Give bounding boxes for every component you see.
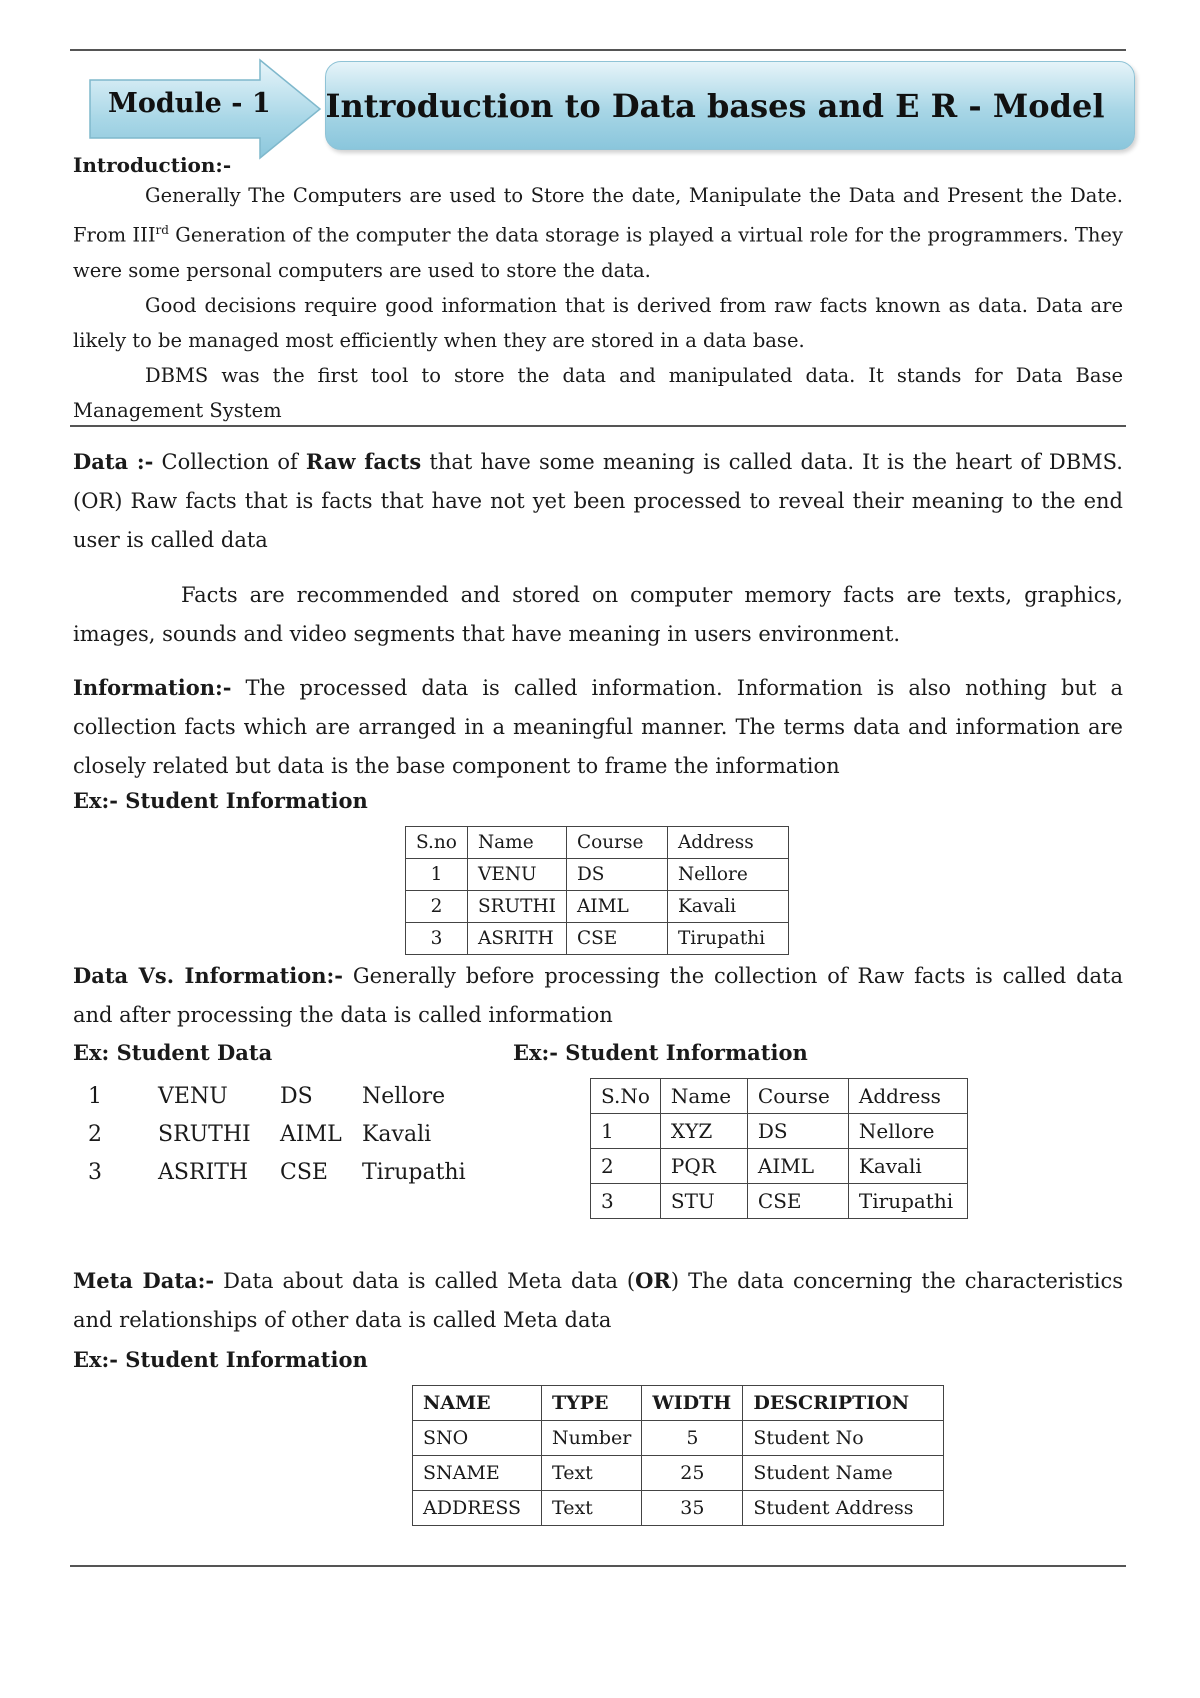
data-vs-information-term: Data Vs. Information:- [73, 963, 343, 988]
table-cell: ADDRESS [413, 1491, 542, 1526]
table-cell: Student Name [743, 1456, 944, 1491]
list-cell: 3 [88, 1160, 102, 1185]
table-cell: 2 [406, 891, 468, 923]
table-cell: PQR [660, 1149, 747, 1184]
page-title: Introduction to Data bases and E R - Model [325, 86, 1105, 125]
meta-data-table [412, 1385, 944, 1526]
table-row [413, 1491, 944, 1526]
table-header-row [413, 1386, 944, 1421]
list-cell: Kavali [362, 1122, 432, 1147]
table-cell: Nellore [667, 859, 788, 891]
data-vs-information-text [73, 956, 1123, 1035]
intro-paragraph-1 [73, 178, 1123, 288]
table-cell: CSE [566, 923, 667, 955]
meta-data-example-heading: Ex:- Student Information [73, 1347, 368, 1372]
table-cell: Student Address [743, 1491, 944, 1526]
table-header: DESCRIPTION [743, 1386, 944, 1421]
list-cell: DS [280, 1084, 313, 1109]
table-cell: DS [566, 859, 667, 891]
list-cell: AIML [280, 1122, 342, 1147]
table-header: Course [566, 827, 667, 859]
information-text: The processed data is called information. Information is also nothing but a collection facts which are arranged in a meaningful manner. The terms data and information are closely related but data is the base component to frame the information [73, 676, 1123, 778]
table-header: S.No [591, 1079, 661, 1114]
table-cell: 1 [591, 1114, 661, 1149]
top-rule [70, 49, 1126, 51]
data-definition [73, 442, 1123, 560]
meta-data-term: Meta Data:- [73, 1268, 215, 1293]
table-cell: AIML [747, 1149, 848, 1184]
table-cell: 1 [406, 859, 468, 891]
list-cell: CSE [280, 1160, 328, 1185]
table-header: WIDTH [642, 1386, 743, 1421]
information-definition [73, 668, 1123, 786]
table-header: Course [747, 1079, 848, 1114]
bottom-rule [70, 1565, 1126, 1567]
table-cell: ASRITH [467, 923, 566, 955]
table-cell: Student No [743, 1421, 944, 1456]
table-cell: 25 [642, 1456, 743, 1491]
meta-data-section [73, 1261, 1123, 1340]
list-cell: Tirupathi [362, 1160, 466, 1185]
table-header: Name [467, 827, 566, 859]
intro-p1-text-a: Generally The Computers are used to Store the date, Manipulate the Data and Present the Date. From III [73, 184, 1123, 247]
title-banner [325, 61, 1135, 150]
table-row [591, 1149, 968, 1184]
data-text-2: that have some meaning is called data. It is the heart of DBMS. (OR) Raw facts that is facts that have not yet been processed to reveal their meaning to the end user is called data [73, 450, 1123, 552]
data-vs-information-section [73, 956, 1123, 1035]
table-cell: 3 [591, 1184, 661, 1219]
information-section [73, 668, 1123, 786]
student-data-list [88, 1078, 466, 1192]
student-data-heading: Ex: Student Data [73, 1040, 273, 1065]
meta-data-text-2: ) The data concerning the characteristics and relationships of other data is called Meta data [73, 1269, 1123, 1332]
table-cell: CSE [747, 1184, 848, 1219]
table-cell: Text [542, 1491, 642, 1526]
student-info-heading-2: Ex:- Student Information [513, 1040, 808, 1065]
intro-p1-text-b: Generation of the computer the data storage is played a virtual role for the programmers. They were some personal computers are used to store the data. [73, 223, 1123, 282]
table-row [406, 859, 789, 891]
data-text-1: Collection of [153, 450, 306, 474]
introduction-section [73, 152, 1123, 428]
list-item [88, 1078, 466, 1116]
table-cell: AIML [566, 891, 667, 923]
student-info-table-1 [405, 826, 789, 955]
table-cell: VENU [467, 859, 566, 891]
table-cell: Number [542, 1421, 642, 1456]
or-bold: OR [635, 1268, 671, 1293]
table-header: Address [667, 827, 788, 859]
table-header-row [406, 827, 789, 859]
table-cell: STU [660, 1184, 747, 1219]
list-cell: VENU [158, 1084, 228, 1109]
module-label: Module - 1 [108, 88, 271, 119]
table-header: NAME [413, 1386, 542, 1421]
table-header-row [591, 1079, 968, 1114]
data-vs-information-body: Generally before processing the collection of Raw facts is called data and after processing the data is called information [73, 964, 1123, 1027]
raw-facts-bold: Raw facts [305, 449, 422, 474]
intro-p1-sup: rd [155, 223, 169, 237]
section-rule [70, 425, 1126, 427]
intro-paragraph-3: DBMS was the first tool to store the data and manipulated data. It stands for Data Base Management System [73, 363, 1123, 422]
intro-paragraph-2: Good decisions require good information that is derived from raw facts known as data. Data are likely to be managed most efficiently when they are stored in a data base. [73, 293, 1123, 352]
information-example-heading: Ex:- Student Information [73, 788, 368, 813]
list-item [88, 1154, 466, 1192]
table-cell: SNAME [413, 1456, 542, 1491]
list-cell: Nellore [362, 1084, 446, 1109]
meta-data-definition [73, 1261, 1123, 1340]
table-row [591, 1184, 968, 1219]
table-cell: XYZ [660, 1114, 747, 1149]
list-item [88, 1116, 466, 1154]
table-header: TYPE [542, 1386, 642, 1421]
table-cell: Kavali [667, 891, 788, 923]
table-cell: 2 [591, 1149, 661, 1184]
table-cell: Text [542, 1456, 642, 1491]
table-row [406, 891, 789, 923]
list-cell: 1 [88, 1084, 102, 1109]
table-cell: Tirupathi [667, 923, 788, 955]
table-header: S.no [406, 827, 468, 859]
table-row [413, 1456, 944, 1491]
table-cell: DS [747, 1114, 848, 1149]
table-cell: Tirupathi [848, 1184, 967, 1219]
facts-paragraph: Facts are recommended and stored on computer memory facts are texts, graphics, images, sounds and video segments that have meaning in users environment. [73, 583, 1123, 646]
table-header: Address [848, 1079, 967, 1114]
table-cell: SRUTHI [467, 891, 566, 923]
table-cell: 35 [642, 1491, 743, 1526]
table-row [413, 1421, 944, 1456]
introduction-heading: Introduction:- [73, 153, 232, 177]
table-cell: Nellore [848, 1114, 967, 1149]
table-header: Name [660, 1079, 747, 1114]
table-cell: Kavali [848, 1149, 967, 1184]
information-term: Information:- [73, 675, 232, 700]
list-cell: SRUTHI [158, 1122, 251, 1147]
student-info-table-2 [590, 1078, 968, 1219]
list-cell: ASRITH [158, 1160, 249, 1185]
meta-data-text-1: Data about data is called Meta data ( [214, 1269, 636, 1293]
table-row [591, 1114, 968, 1149]
table-cell: 3 [406, 923, 468, 955]
list-cell: 2 [88, 1122, 102, 1147]
data-term: Data :- [73, 449, 154, 474]
table-cell: SNO [413, 1421, 542, 1456]
data-section [73, 442, 1123, 654]
table-row [406, 923, 789, 955]
table-cell: 5 [642, 1421, 743, 1456]
